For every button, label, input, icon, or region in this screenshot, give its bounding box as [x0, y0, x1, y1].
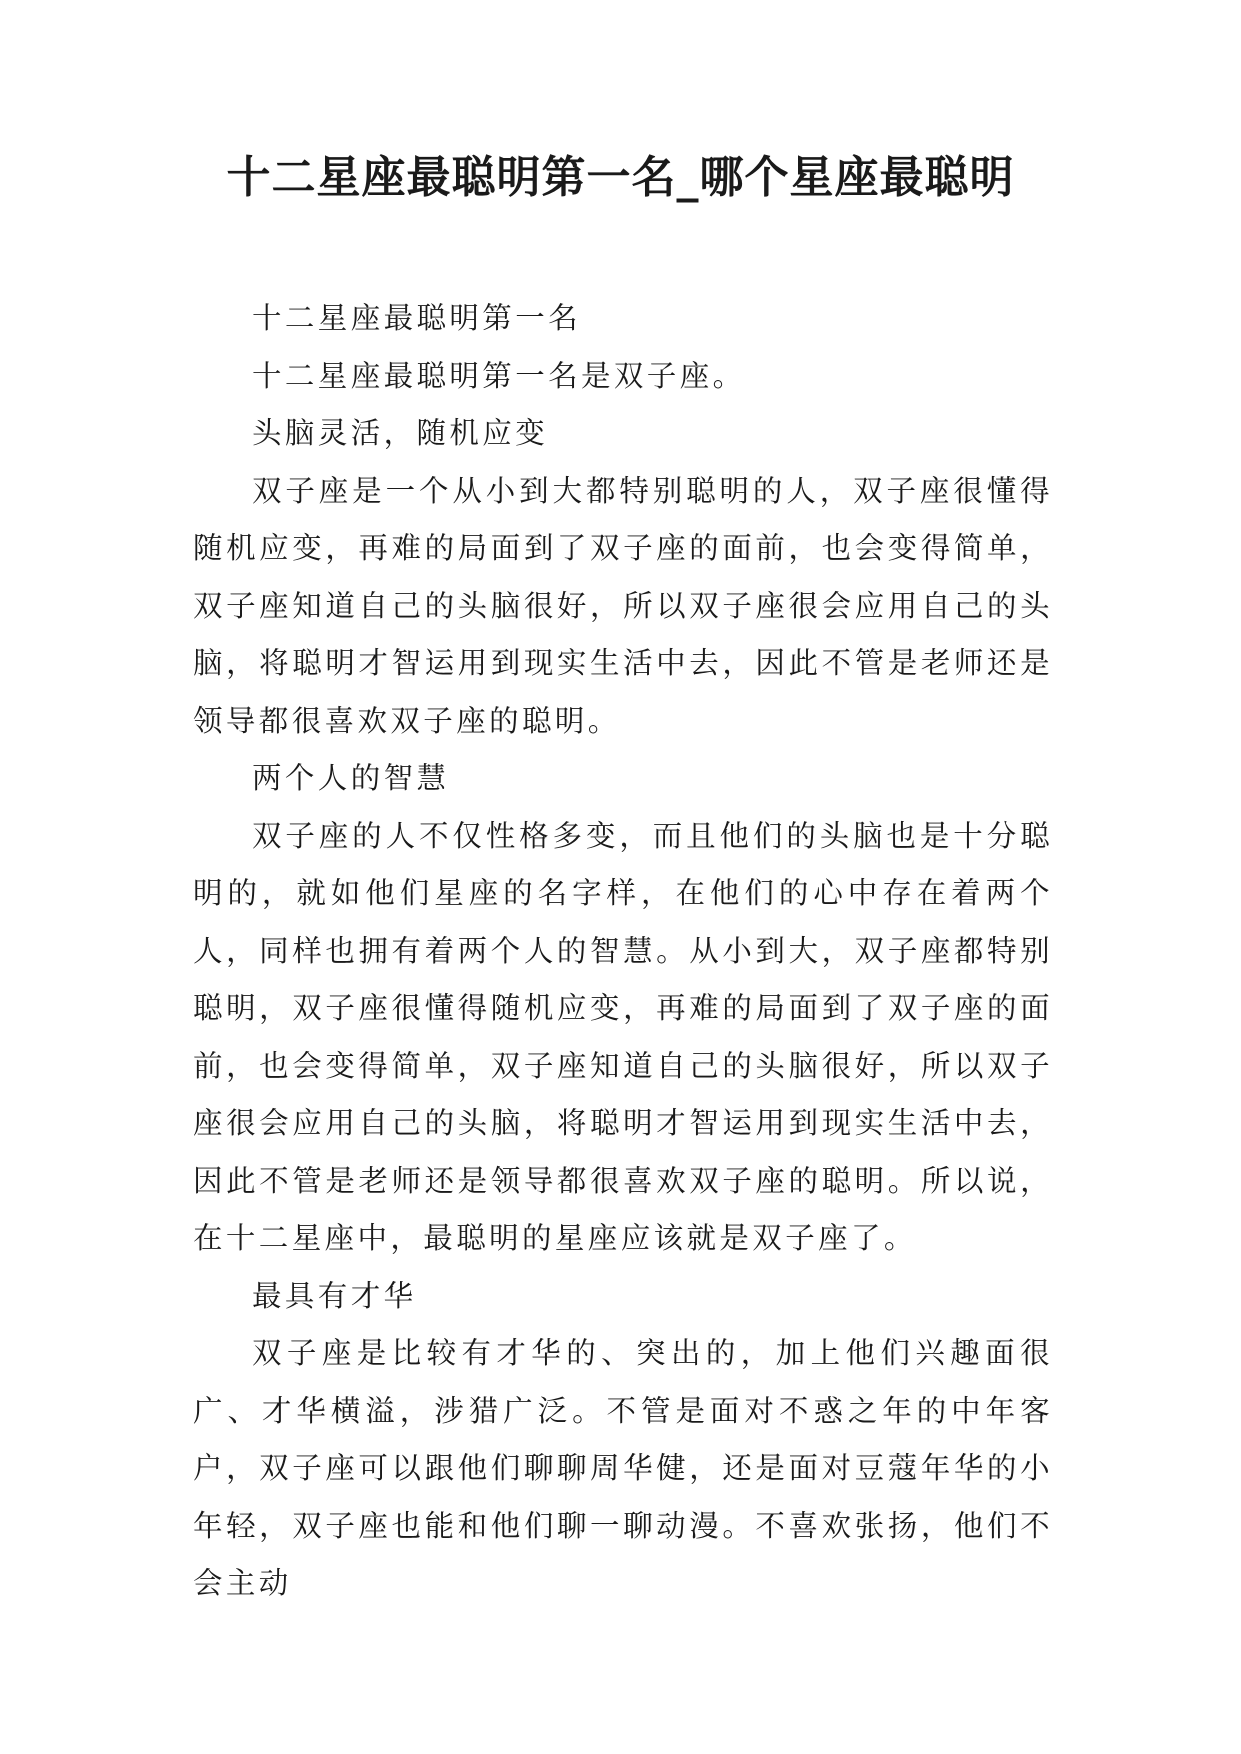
paragraph-subheading: 头脑灵活，随机应变	[252, 416, 549, 450]
paragraph-text: 双子座是一个从小到大都特别聪明的人，双子座很懂得随机应变，再难的局面到了双子座的面前，也会变得简单，双子座知道自己的头脑很好，所以双子座很会应用自己的头脑，将聪明才智运用到现实生活中去，因此不管是老师还是领导都很喜欢双子座的聪明。	[193, 473, 1053, 738]
document-body	[193, 290, 1053, 1613]
paragraph-answer: 十二星座最聪明第一名是双子座。	[252, 358, 746, 393]
paragraph-subheading: 最具有才华	[252, 1278, 417, 1313]
document-title: 十二星座最聪明第一名_哪个星座最聪明	[226, 152, 1015, 203]
paragraph-text: 双子座是比较有才华的、突出的，加上他们兴趣面很广、才华横溢，涉猎广泛。不管是面对不惑之年的中年客户，双子座可以跟他们聊聊周华健，还是面对豆蔻年华的小年轻，双子座也能和他们聊一聊动漫。不喜欢张扬，他们不会主动	[193, 1336, 1053, 1600]
paragraph-subheading: 十二星座最聪明第一名	[252, 301, 582, 335]
paragraph-subheading: 两个人的智慧	[252, 761, 450, 795]
paragraph-text: 双子座的人不仅性格多变，而且他们的头脑也是十分聪明的，就如他们星座的名字样，在他们的心中存在着两个人，同样也拥有着两个人的智慧。从小到大，双子座都特别聪明，双子座很懂得随机应变，再难的局面到了双子座的面前，也会变得简单，双子座知道自己的头脑很好，所以双子座很会应用自己的头脑，将聪明才智运用到现实生活中去，因此不管是老师还是领导都很喜欢双子座的聪明。所以说，在十二星座中，最聪明的星座应该就是双子座了。	[193, 818, 1053, 1255]
